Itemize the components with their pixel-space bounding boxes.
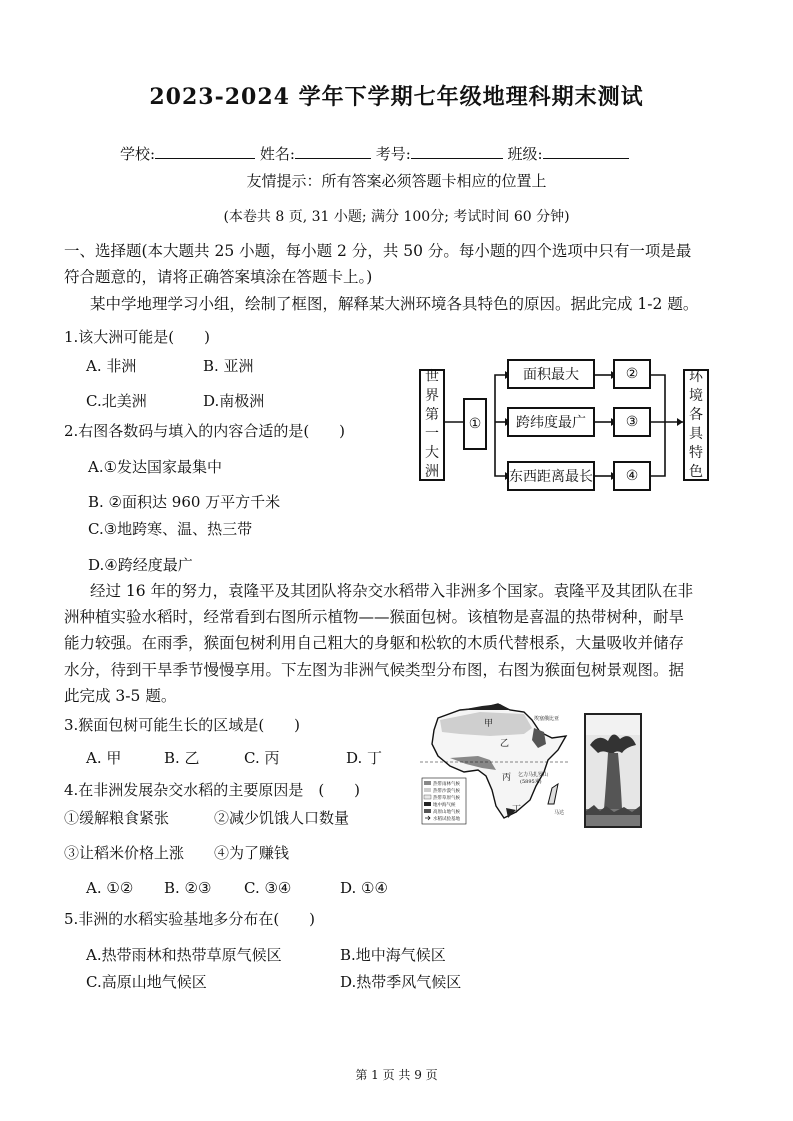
q1-option-d[interactable]: D.南极洲 xyxy=(203,392,265,410)
class-blank[interactable] xyxy=(543,144,629,159)
passage-line-5: 此完成 3-5 题。 xyxy=(64,687,177,705)
diagram-right-char: 境 xyxy=(689,388,703,404)
q5-option-c[interactable]: C.高原山地气候区 xyxy=(86,973,207,991)
q4-statement-2: ②减少饥饿人口数量 xyxy=(214,809,350,827)
q1-option-b[interactable]: B. 亚洲 xyxy=(203,357,254,375)
page-footer: 第 1 页 共 9 页 xyxy=(355,1068,438,1082)
q5-stem: 5.非洲的水稻实验基地多分布在( ) xyxy=(64,910,316,928)
diagram-left-char: 界 xyxy=(425,388,439,404)
diagram-box-area xyxy=(507,359,595,389)
diagram-result-3 xyxy=(613,407,651,437)
diagram-result-label: ④ xyxy=(625,468,639,484)
diagram-right-char: 特 xyxy=(689,445,703,461)
passage-line-3: 能力较强。在雨季，猴面包树利用自己粗大的身躯和松软的木质代替根系，大量吸收并储存 xyxy=(64,634,685,652)
map-annotation-kilimanjaro: 乞力马扎罗山 xyxy=(518,772,549,778)
passage-line-2: 洲种植实验水稻时，经常看到右图所示植物——猴面包树。该植物是喜温的热带树种，耐旱 xyxy=(64,608,685,626)
diagram-center-box xyxy=(463,398,487,450)
q5-option-b[interactable]: B.地中海气候区 xyxy=(340,946,446,964)
diagram-left-char: 洲 xyxy=(425,464,439,480)
diagram-box-latitude xyxy=(507,407,595,437)
legend-label: 热带沙漠气候 xyxy=(433,789,460,794)
diagram-box-label: 跨纬度最广 xyxy=(516,415,586,431)
q4-statement-4: ④为了赚钱 xyxy=(214,844,290,862)
q1-stem: 1.该大洲可能是( ) xyxy=(64,328,211,346)
map-label-jia: 甲 xyxy=(484,719,494,729)
student-info-line xyxy=(120,143,629,164)
school-blank[interactable] xyxy=(155,144,255,159)
passage-line-1: 经过 16 年的努力，袁隆平及其团队将杂交水稻带入非洲多个国家。袁隆平及其团队在非 xyxy=(90,582,694,600)
q4-statement-1: ①缓解粮食紧张 xyxy=(64,809,170,827)
q3-stem: 3.猴面包树可能生长的区域是( ) xyxy=(64,716,301,734)
name-blank[interactable] xyxy=(295,144,371,159)
map-label-yi: 乙 xyxy=(500,739,510,749)
q4-statement-3: ③让稻米价格上涨 xyxy=(64,844,185,862)
diagram-right-char: 环 xyxy=(689,369,703,385)
diagram-center-label: ① xyxy=(468,416,482,432)
diagram-right-char: 具 xyxy=(689,426,703,442)
q3-option-c[interactable]: C. 丙 xyxy=(244,749,280,767)
q3-option-d[interactable]: D. 丁 xyxy=(346,749,383,767)
section-heading: 一、选择题(本大题共 25 小题，每小题 2 分，共 50 分。每小题的四个选项中只有一项是最 xyxy=(64,242,692,260)
legend-label: 水稻试验基地 xyxy=(433,817,460,822)
q3-option-a[interactable]: A. 甲 xyxy=(86,749,122,767)
diagram-left-box xyxy=(419,369,445,481)
exam-no-blank[interactable] xyxy=(411,144,503,159)
legend-swatch xyxy=(424,788,431,792)
legend-swatch xyxy=(424,809,431,813)
legend-label: 高原山地气候 xyxy=(433,810,460,815)
q4-option-a[interactable]: A. ①② xyxy=(86,879,134,897)
legend-label: 热带草原气候 xyxy=(433,796,460,801)
diagram-left-char: 一 xyxy=(425,426,439,442)
mediterranean-zone-north xyxy=(460,704,510,710)
school-label: 学校: xyxy=(120,145,156,163)
q2-option-b[interactable]: B. ②面积达 960 万平方千米 xyxy=(88,493,281,511)
diagram-result-label: ③ xyxy=(625,414,639,430)
map-label-ding: 丁 xyxy=(512,805,522,815)
diagram-left-char: 世 xyxy=(425,369,439,385)
map-annotation-madagascar: 马达 xyxy=(554,810,565,816)
baobab-photo xyxy=(584,713,642,828)
intro-q1-2: 某中学地理学习小组，绘制了框图，解释某大洲环境各具特色的原因。据此完成 1-2 题。 xyxy=(90,295,699,313)
q4-option-c[interactable]: C. ③④ xyxy=(244,879,292,897)
africa-climate-map xyxy=(420,700,570,825)
q2-stem: 2.右图各数码与填入的内容合适的是( ) xyxy=(64,422,346,440)
diagram-result-label: ② xyxy=(625,366,639,382)
q2-option-a[interactable]: A.①发达国家最集中 xyxy=(88,458,223,476)
section-heading-cont: 符合题意的，请将正确答案填涂在答题卡上。) xyxy=(64,268,373,286)
q1-option-a[interactable]: A. 非洲 xyxy=(86,357,137,375)
diagram-right-char: 色 xyxy=(689,464,703,480)
diagram-left-char: 大 xyxy=(425,445,439,461)
exam-scope: (本卷共 8 页, 31 小题; 满分 100分; 考试时间 60 分钟) xyxy=(223,209,570,225)
q5-option-a[interactable]: A.热带雨林和热带草原气候区 xyxy=(86,946,282,964)
q3-option-b[interactable]: B. 乙 xyxy=(164,749,200,767)
q4-option-d[interactable]: D. ①④ xyxy=(340,879,388,897)
map-label-bing: 丙 xyxy=(502,773,512,783)
q4-option-b[interactable]: B. ②③ xyxy=(164,879,212,897)
legend-label: 地中海气候 xyxy=(433,803,456,808)
friendly-tip: 友情提示：所有答案必须答题卡相应的位置上 xyxy=(246,172,547,190)
legend-swatch xyxy=(424,781,431,785)
diagram-right-char: 各 xyxy=(689,407,703,423)
legend-swatch xyxy=(424,795,431,799)
page-title: 2023-2024 学年下学期七年级地理科期末测试 xyxy=(149,84,644,110)
diagram-box-label: 东西距离最长 xyxy=(509,469,593,485)
diagram-result-2 xyxy=(613,359,651,389)
map-legend xyxy=(422,778,466,824)
map-annotation-height: (5895米) xyxy=(520,779,542,785)
q2-option-d[interactable]: D.④跨经度最广 xyxy=(88,556,193,574)
diagram-right-box xyxy=(683,369,709,481)
map-annotation-ethiopia: 埃塞俄比亚 xyxy=(534,716,560,722)
q4-stem: 4.在非洲发展杂交水稻的主要原因是 ( ) xyxy=(64,781,361,799)
legend-label: 热带雨林气候 xyxy=(433,782,460,787)
diagram-box-label: 面积最大 xyxy=(523,367,579,383)
q1-option-c[interactable]: C.北美洲 xyxy=(86,392,147,410)
exam-no-label: 考号: xyxy=(375,145,411,163)
q2-option-c[interactable]: C.③地跨寒、温、热三带 xyxy=(88,520,253,538)
diagram-result-4 xyxy=(613,461,651,491)
baobab-tree-icon xyxy=(586,715,640,826)
legend-swatch xyxy=(424,802,431,806)
q5-option-d[interactable]: D.热带季风气候区 xyxy=(340,973,462,991)
passage-line-4: 水分，待到干旱季节慢慢享用。下左图为非洲气候类型分布图，右图为猴面包树景观图。据 xyxy=(64,661,685,679)
diagram-box-distance xyxy=(507,461,595,491)
name-label: 姓名: xyxy=(259,145,295,163)
madagascar xyxy=(548,784,558,804)
diagram-left-char: 第 xyxy=(425,407,439,423)
class-label: 班级: xyxy=(507,145,543,163)
